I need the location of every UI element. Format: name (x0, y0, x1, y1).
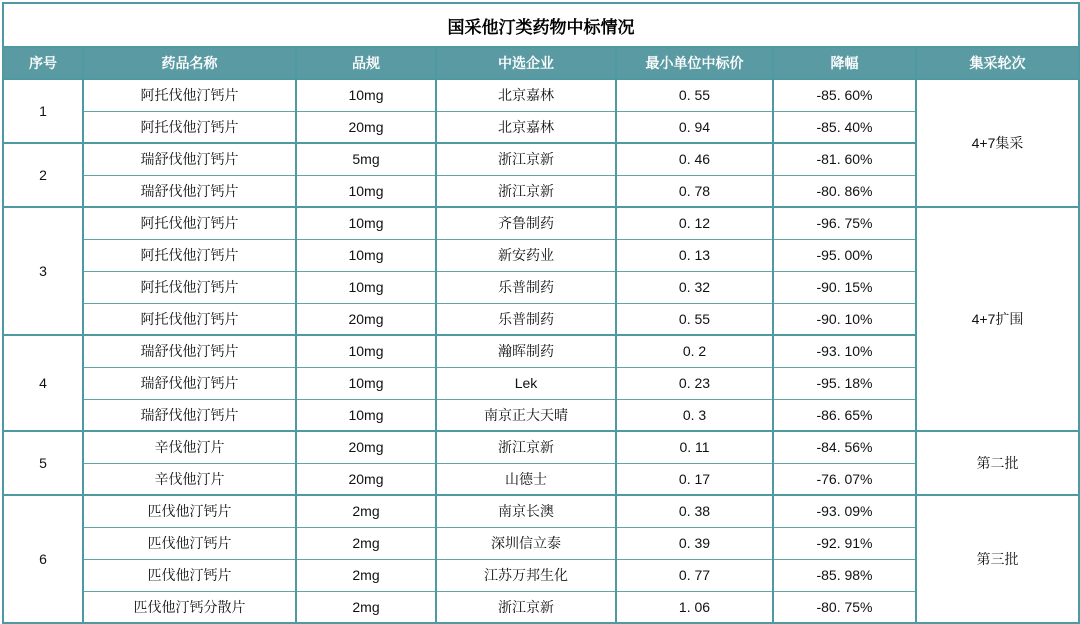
cell-price: 0. 39 (616, 527, 773, 559)
cell-drop: -86. 65% (773, 399, 916, 431)
cell-drug: 匹伐他汀钙片 (83, 559, 296, 591)
cell-drop: -81. 60% (773, 143, 916, 175)
cell-drug: 瑞舒伐他汀钙片 (83, 367, 296, 399)
cell-serial: 6 (3, 495, 83, 623)
cell-price: 0. 17 (616, 463, 773, 495)
cell-company: 南京长澳 (436, 495, 616, 527)
cell-drug: 辛伐他汀片 (83, 431, 296, 463)
cell-company: 浙江京新 (436, 431, 616, 463)
cell-company: 浙江京新 (436, 175, 616, 207)
column-header-spec: 品规 (296, 47, 436, 79)
cell-serial: 4 (3, 335, 83, 431)
cell-spec: 10mg (296, 399, 436, 431)
cell-drop: -90. 15% (773, 271, 916, 303)
cell-company: 江苏万邦生化 (436, 559, 616, 591)
cell-spec: 10mg (296, 79, 436, 111)
table-row (3, 495, 1079, 527)
table-title: 国采他汀类药物中标情况 (3, 3, 1079, 47)
cell-drug: 匹伐他汀钙分散片 (83, 591, 296, 623)
cell-price: 0. 3 (616, 399, 773, 431)
cell-company: 新安药业 (436, 239, 616, 271)
cell-spec: 2mg (296, 559, 436, 591)
cell-spec: 10mg (296, 239, 436, 271)
column-header-serial: 序号 (3, 47, 83, 79)
cell-spec: 10mg (296, 175, 436, 207)
cell-drop: -85. 40% (773, 111, 916, 143)
cell-drop: -80. 75% (773, 591, 916, 623)
cell-serial: 5 (3, 431, 83, 495)
cell-round: 第三批 (916, 495, 1079, 623)
cell-drug: 阿托伐他汀钙片 (83, 111, 296, 143)
cell-company: 乐普制药 (436, 303, 616, 335)
cell-company: 北京嘉林 (436, 79, 616, 111)
cell-company: 山德士 (436, 463, 616, 495)
cell-drop: -93. 09% (773, 495, 916, 527)
table-header-row (3, 47, 1079, 79)
cell-serial: 1 (3, 79, 83, 143)
cell-company: 齐鲁制药 (436, 207, 616, 239)
cell-price: 0. 77 (616, 559, 773, 591)
cell-spec: 10mg (296, 271, 436, 303)
cell-drug: 阿托伐他汀钙片 (83, 303, 296, 335)
cell-company: 南京正大天晴 (436, 399, 616, 431)
cell-drug: 匹伐他汀钙片 (83, 527, 296, 559)
cell-spec: 5mg (296, 143, 436, 175)
cell-drop: -85. 98% (773, 559, 916, 591)
cell-drop: -92. 91% (773, 527, 916, 559)
cell-price: 0. 55 (616, 303, 773, 335)
statin-bid-table (2, 2, 1080, 624)
cell-drop: -85. 60% (773, 79, 916, 111)
cell-price: 0. 46 (616, 143, 773, 175)
cell-drop: -93. 10% (773, 335, 916, 367)
table-row (3, 431, 1079, 463)
cell-price: 0. 23 (616, 367, 773, 399)
cell-drop: -96. 75% (773, 207, 916, 239)
cell-price: 0. 38 (616, 495, 773, 527)
cell-company: 浙江京新 (436, 143, 616, 175)
cell-price: 0. 55 (616, 79, 773, 111)
cell-round: 第二批 (916, 431, 1079, 495)
cell-price: 0. 32 (616, 271, 773, 303)
cell-company: 北京嘉林 (436, 111, 616, 143)
column-header-drug: 药品名称 (83, 47, 296, 79)
cell-drug: 瑞舒伐他汀钙片 (83, 399, 296, 431)
cell-company: 乐普制药 (436, 271, 616, 303)
column-header-round: 集采轮次 (916, 47, 1079, 79)
cell-drug: 瑞舒伐他汀钙片 (83, 143, 296, 175)
cell-spec: 20mg (296, 463, 436, 495)
cell-drug: 瑞舒伐他汀钙片 (83, 335, 296, 367)
cell-price: 0. 94 (616, 111, 773, 143)
cell-drop: -80. 86% (773, 175, 916, 207)
cell-drop: -76. 07% (773, 463, 916, 495)
cell-drop: -90. 10% (773, 303, 916, 335)
cell-spec: 20mg (296, 303, 436, 335)
table-title-row (3, 3, 1079, 47)
cell-price: 0. 2 (616, 335, 773, 367)
cell-drug: 匹伐他汀钙片 (83, 495, 296, 527)
cell-spec: 2mg (296, 495, 436, 527)
cell-spec: 20mg (296, 111, 436, 143)
cell-company: Lek (436, 367, 616, 399)
cell-drug: 阿托伐他汀钙片 (83, 79, 296, 111)
cell-drop: -95. 00% (773, 239, 916, 271)
cell-spec: 2mg (296, 527, 436, 559)
cell-serial: 2 (3, 143, 83, 207)
cell-round: 4+7集采 (916, 79, 1079, 207)
cell-drug: 阿托伐他汀钙片 (83, 239, 296, 271)
cell-drop: -84. 56% (773, 431, 916, 463)
cell-spec: 2mg (296, 591, 436, 623)
cell-drug: 瑞舒伐他汀钙片 (83, 175, 296, 207)
cell-price: 0. 13 (616, 239, 773, 271)
table-row (3, 207, 1079, 239)
column-header-drop: 降幅 (773, 47, 916, 79)
cell-price: 1. 06 (616, 591, 773, 623)
cell-serial: 3 (3, 207, 83, 335)
cell-spec: 20mg (296, 431, 436, 463)
column-header-company: 中选企业 (436, 47, 616, 79)
column-header-price: 最小单位中标价 (616, 47, 773, 79)
table-row (3, 79, 1079, 111)
cell-price: 0. 11 (616, 431, 773, 463)
cell-spec: 10mg (296, 367, 436, 399)
cell-price: 0. 78 (616, 175, 773, 207)
cell-company: 深圳信立泰 (436, 527, 616, 559)
cell-drug: 阿托伐他汀钙片 (83, 271, 296, 303)
cell-price: 0. 12 (616, 207, 773, 239)
cell-company: 浙江京新 (436, 591, 616, 623)
cell-company: 瀚晖制药 (436, 335, 616, 367)
cell-drug: 阿托伐他汀钙片 (83, 207, 296, 239)
cell-drug: 辛伐他汀片 (83, 463, 296, 495)
cell-drop: -95. 18% (773, 367, 916, 399)
cell-spec: 10mg (296, 207, 436, 239)
cell-spec: 10mg (296, 335, 436, 367)
cell-round: 4+7扩围 (916, 207, 1079, 431)
